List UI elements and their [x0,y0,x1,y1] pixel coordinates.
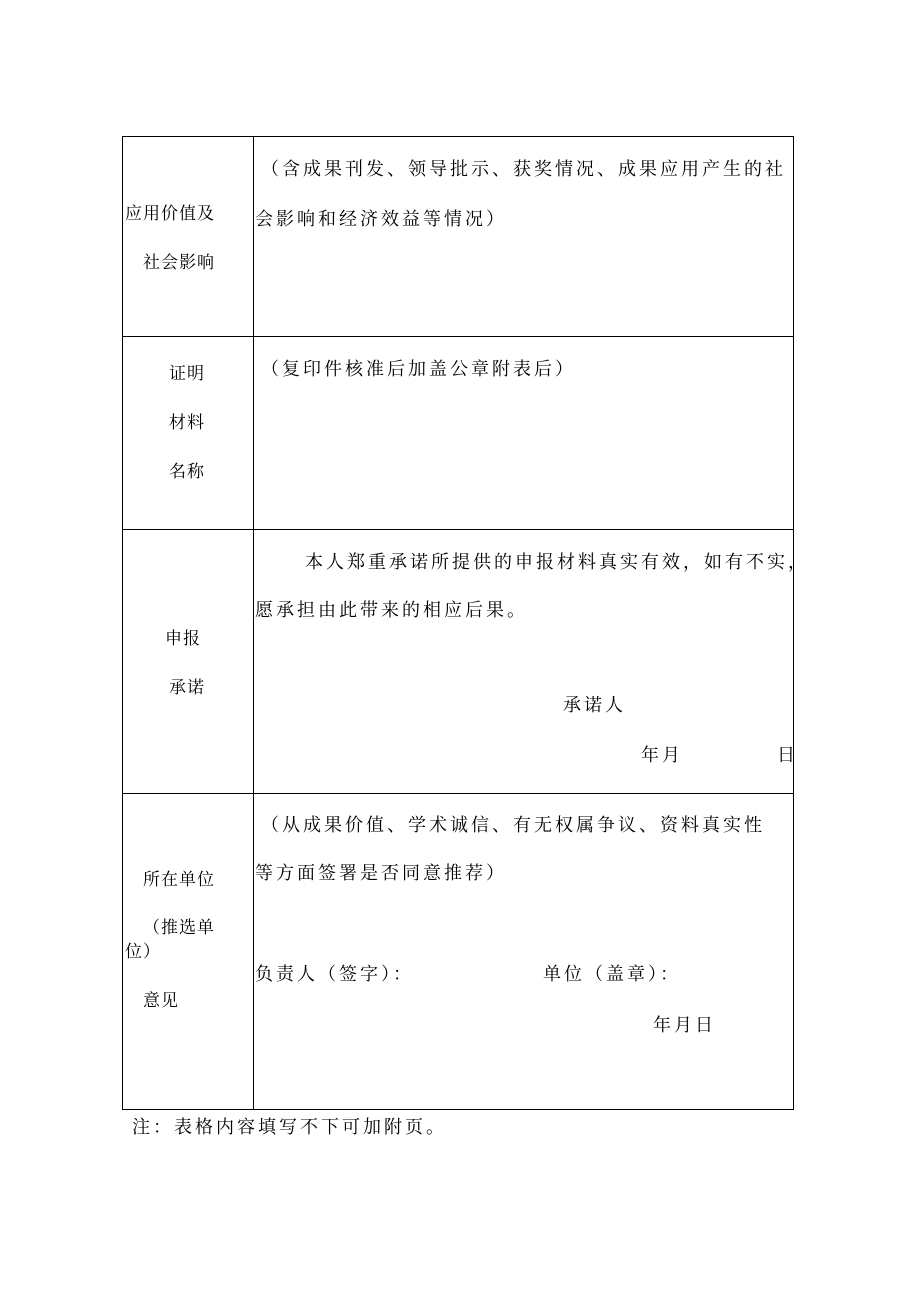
row-label-recommend-unit: （推选单 [143,918,215,938]
row-label-social-impact: 社会影响 [143,253,215,273]
row-label-opinion: 意见 [143,991,179,1011]
row-label-application-value: 应用价值及 [125,204,215,224]
unit-seal-label: 单位（盖章）： [543,964,681,985]
row-label-proof: 证明 [169,364,205,384]
row-label-recommend-unit-end: 位） [125,942,161,962]
row-instruction: （从成果价值、学术诚信、有无权属争议、资料真实性 [261,815,765,836]
responsible-signature-label: 负责人（签字）： [255,964,414,985]
date-year-month: 年月 [641,745,683,766]
application-form-table [122,136,809,1110]
promisor-label: 承诺人 [563,695,626,716]
opinion-date: 年月日 [653,1015,716,1036]
row-label-declaration: 申报 [165,629,201,649]
row-divider [123,793,793,794]
row-instruction: （含成果刊发、领导批示、获奖情况、成果应用产生的社 [261,159,786,180]
row-instruction: 会影响和经济效益等情况） [255,209,507,230]
commitment-text: 愿承担由此带来的相应后果。 [255,600,528,621]
row-instruction: 等方面签署是否同意推荐） [255,863,507,884]
column-divider [253,137,254,1109]
date-day: 日 [777,745,798,766]
row-label-materials: 材料 [169,413,205,433]
row-label-unit: 所在单位 [143,870,215,890]
row-divider [123,336,793,337]
row-label-commitment: 承诺 [169,678,205,698]
footnote: 注：表格内容填写不下可加附页。 [132,1117,447,1138]
row-instruction: （复印件核准后加盖公章附表后） [261,359,576,380]
commitment-text: 本人郑重承诺所提供的申报材料真实有效，如有不实， [305,552,809,573]
row-divider [123,529,793,530]
row-label-name: 名称 [169,462,205,482]
